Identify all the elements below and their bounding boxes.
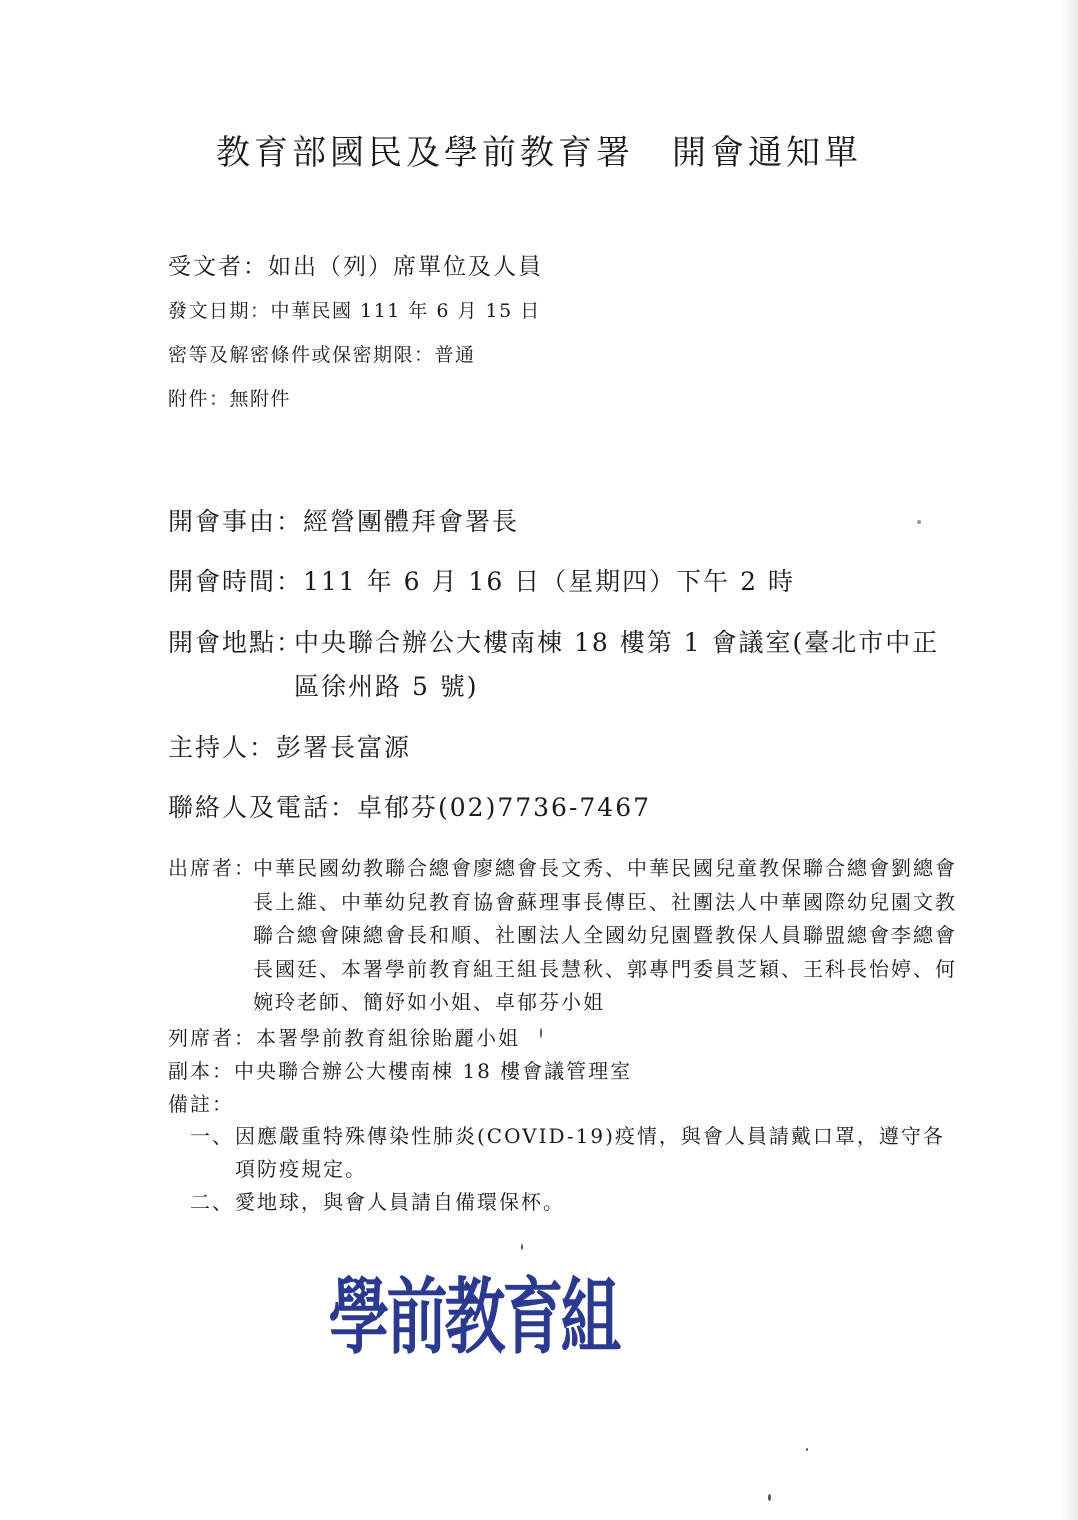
- meeting-reason-line: 開會事由：經營團體拜會署長: [168, 507, 520, 536]
- scan-speck: [917, 520, 921, 524]
- scan-speck: [806, 1448, 808, 1451]
- issue-date-line: 發文日期：中華民國 111 年 6 月 15 日: [168, 300, 541, 322]
- svg-text:學前教育組: 學前教育組: [328, 1270, 619, 1367]
- notes-label: 備註：: [168, 1092, 234, 1116]
- observers-line: 列席者：本署學前教育組徐貽麗小姐: [168, 1026, 520, 1050]
- attachment-line: 附件：無附件: [168, 388, 292, 410]
- stamp-image: [325, 1262, 619, 1372]
- document-title: [0, 125, 1078, 174]
- scan-speck: [521, 1244, 523, 1250]
- recipient-line: 受文者：如出（列）席單位及人員: [168, 254, 543, 280]
- meeting-place-label: 開會地點：: [168, 628, 304, 657]
- scan-speck: [540, 1028, 542, 1038]
- title-organization: 教育部國民及學前教育署: [216, 133, 634, 173]
- note-number: 一、: [190, 1124, 234, 1148]
- classification-line: 密等及解密條件或保密期限：普通: [168, 344, 476, 366]
- page-edge-shadow: [1060, 0, 1078, 1520]
- copy-to-line: 副本：中央聯合辦公大樓南棟 18 樓會議管理室: [168, 1059, 633, 1083]
- attendees-label: 出席者：: [168, 856, 256, 880]
- scan-speck: [768, 1494, 771, 1501]
- attendees-text: 中華民國幼教聯合總會廖總會長文秀、中華民國兒童教保聯合總會劉總會長上維、中華幼兒教育協會蘇理事長傳臣、社團法人中華國際幼兒園文教聯合總會陳總會長和順、社團法人全國幼兒園暨教保人員聯盟總會李總會長國廷、本署學前教育組王組長慧秋、郭專門委員芝穎、王科長怡婷、何婉玲老師、簡妤如小姐、卓郁芬小姐: [253, 856, 957, 1014]
- note-number: 二、: [190, 1190, 234, 1214]
- note-text: 愛地球，與會人員請自備環保杯。: [235, 1190, 565, 1214]
- contact-line: 聯絡人及電話：卓郁芬(02)7736-7467: [168, 793, 652, 822]
- note-text: 因應嚴重特殊傳染性肺炎(COVID-19)疫情，與會人員請戴口罩，遵守各項防疫規定。: [235, 1124, 945, 1181]
- chair-line: 主持人：彭署長富源: [168, 733, 412, 762]
- meeting-time-line: 開會時間：111 年 6 月 16 日（星期四）下午 2 時: [168, 567, 795, 596]
- department-stamp: [325, 1262, 619, 1372]
- meeting-place-text: 中央聯合辦公大樓南棟 18 樓第 1 會議室(臺北市中正區徐州路 5 號): [294, 628, 940, 701]
- title-doc-type: 開會通知單: [672, 133, 862, 173]
